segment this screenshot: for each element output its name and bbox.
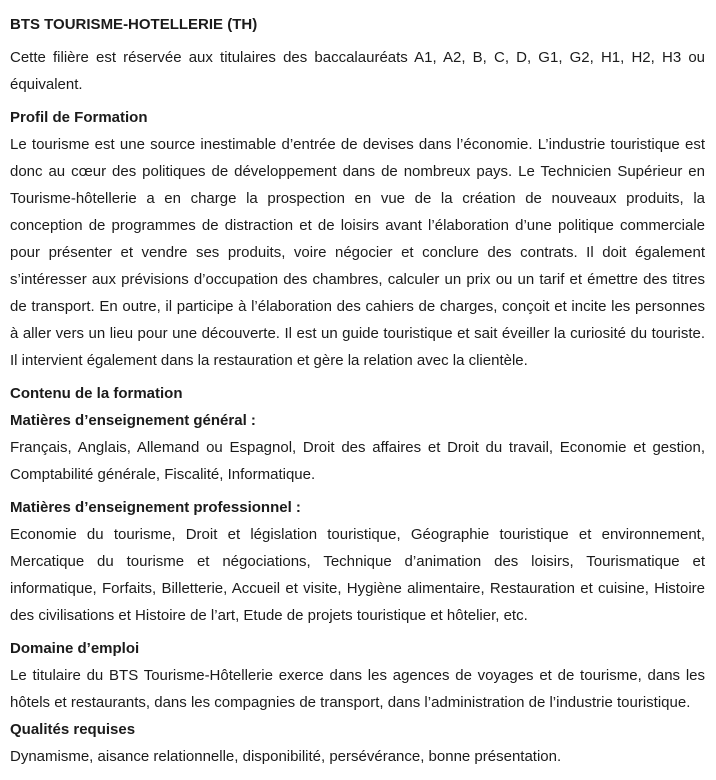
domaine-heading: Domaine d’emploi [10, 640, 140, 657]
contenu-heading: Contenu de la formation [10, 385, 183, 402]
matieres-general-heading: Matières d’enseignement général : [10, 412, 256, 429]
matieres-general-paragraph: Français, Anglais, Allemand ou Espagnol, Droit des affaires et Droit du travail, Economie et gestion, Comptabilité générale, Fiscalité, Informatique. [10, 439, 705, 483]
profil-paragraph: Le tourisme est une source inestimable d’entrée de devises dans l’économie. L’industrie touristique est donc au cœur des politiques de développement dans de nombreux pays. Le Technicien Supérieur en Tourisme-hôtellerie a en charge la prospection en vue de la création de nouveaux produits, la conception de programmes de distraction et de loisirs avant l’élaboration d’une politique commerciale pour présenter et vendre ses produits, voire négocier et conclure des contrats. Il doit également s’intéresser aux prévisions d’occupation des chambres, calculer un prix ou un tarif et émettre des titres de transport. En outre, il participe à l’élaboration des cahiers de charges, conçoit et incite les personnes à aller vers un lieu pour une découverte. Il est un guide touristique et sait éveiller la curiosité du touriste. Il intervient également dans la restauration et gère la relation avec la clientèle. [10, 136, 705, 369]
profil-heading: Profil de Formation [10, 109, 148, 126]
intro-paragraph: Cette filière est réservée aux titulaires des baccalauréats A1, A2, B, C, D, G1, G2, H1, H2, H3 ou équivalent. [10, 49, 705, 93]
matieres-professionnel-paragraph: Economie du tourisme, Droit et législation touristique, Géographie touristique et environnement, Mercatique du tourisme et négociations, Technique d’animation des loisirs, Tourismatique et informatique, Forfaits, Billetterie, Accueil et visite, Hygiène alimentaire, Restauration et cuisine, Histoire des civilisations et Histoire de l’art, Etude de projets touristique et hôtelier, etc. [10, 526, 705, 624]
document-title: BTS TOURISME-HOTELLERIE (TH) [10, 16, 258, 33]
qualites-paragraph: Dynamisme, aisance relationnelle, disponibilité, persévérance, bonne présentation. [10, 748, 562, 765]
matieres-professionnel-heading: Matières d’enseignement professionnel : [10, 499, 301, 516]
qualites-heading: Qualités requises [10, 721, 136, 738]
domaine-paragraph: Le titulaire du BTS Tourisme-Hôtellerie exerce dans les agences de voyages et de tourisme, dans les hôtels et restaurants, dans les compagnies de transport, dans l’administration de l’industrie touristique. [10, 667, 705, 711]
